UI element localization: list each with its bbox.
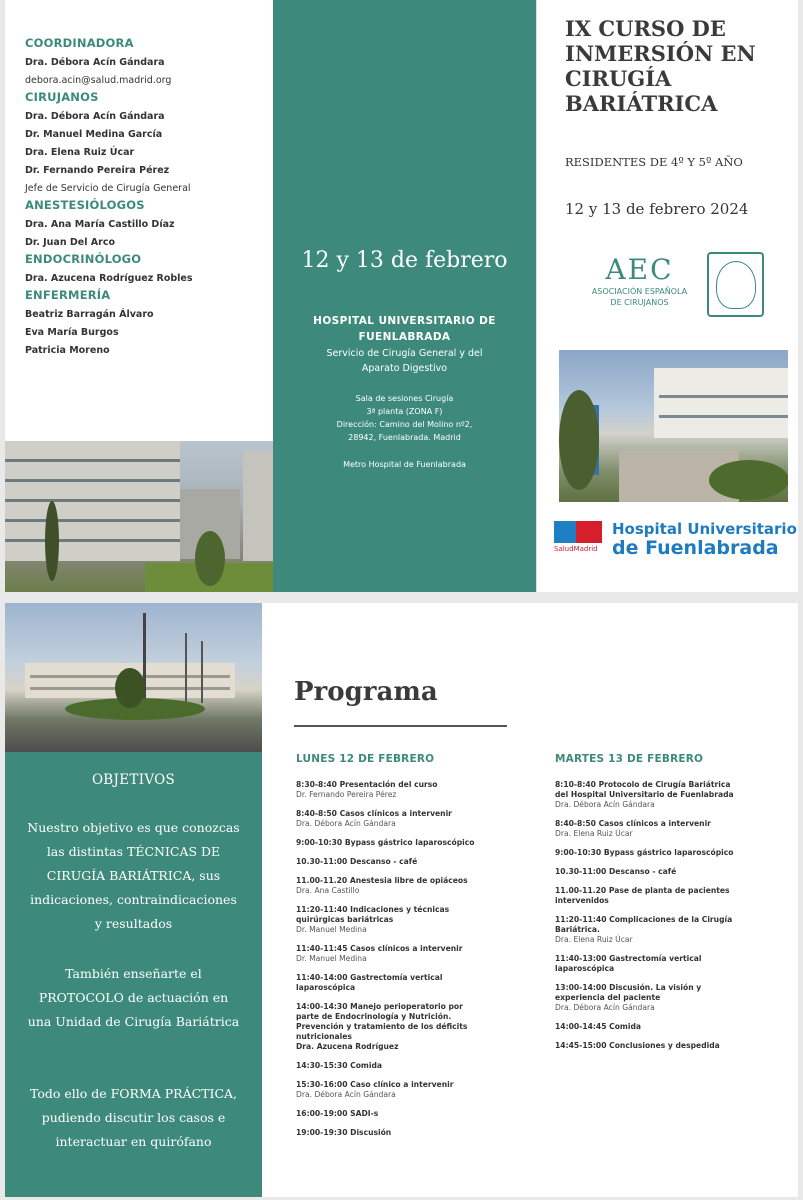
event-speaker: Dra. Elena Ruiz Úcar — [555, 935, 633, 944]
service-line: Aparato Digestivo — [361, 363, 448, 374]
course-title-line: IX CURSO DE — [565, 16, 726, 41]
metro-station: Metro Hospital de Fuenlabrada — [343, 460, 466, 469]
event-title: 11:40-14:00 Gastrectomía vertical — [296, 973, 443, 982]
program-event — [296, 1109, 524, 1119]
event-date: 12 y 13 de febrero — [301, 248, 508, 273]
program-event — [296, 944, 524, 964]
address-line: Dirección: Camino del Molino nº2, — [336, 420, 473, 429]
event-title: laparoscópica — [555, 964, 615, 973]
event-title: laparoscópica — [296, 983, 356, 992]
program-event — [555, 886, 783, 906]
staff-member: Beatriz Barragán Álvaro — [25, 309, 154, 320]
objectives-panel — [5, 752, 262, 1197]
program-event — [555, 954, 783, 974]
staff-member: Dra. Elena Ruiz Úcar — [25, 147, 135, 158]
event-title: parte de Endocrinología y Nutrición. — [296, 1012, 452, 1021]
staff-member: Eva María Burgos — [25, 327, 119, 338]
event-title: 8:40-8:50 Casos clínicos a intervenir — [555, 819, 711, 828]
service-name — [283, 346, 526, 376]
cover-panel — [536, 0, 798, 592]
event-title: 11.00-11.20 Anestesia libre de opiáceos — [296, 876, 468, 885]
event-title: quirúrgicas bariátricas — [296, 915, 394, 924]
event-title: 10.30-11:00 Descanso - café — [555, 867, 677, 876]
program-event — [296, 809, 524, 829]
event-title: nutricionales — [296, 1032, 352, 1041]
hospital-building-photo — [5, 441, 273, 592]
program-event — [555, 848, 783, 858]
day-title: MARTES 13 DE FEBRERO — [555, 753, 704, 765]
program-event — [296, 1002, 524, 1052]
event-title: 14:30-15:30 Comida — [296, 1061, 383, 1070]
course-title-line: BARIÁTRICA — [565, 91, 718, 116]
program-event — [555, 1041, 783, 1051]
event-title: 8:30-8:40 Presentación del curso — [296, 780, 438, 789]
day-title: LUNES 12 DE FEBRERO — [296, 753, 435, 765]
staff-member: Dr. Fernando Pereira Pérez — [25, 165, 170, 176]
residents-subtitle: RESIDENTES DE 4º Y 5º AÑO — [565, 155, 743, 169]
objectives-paragraph: También enseñarte el PROTOCOLO de actuación en una Unidad de Cirugía Bariátrica — [27, 966, 240, 1029]
event-title: 13:00-14:00 Discusión. La visión y — [555, 983, 702, 992]
program-event — [296, 1128, 524, 1138]
staff-section — [25, 198, 265, 252]
hospital-logo-line1: Hospital Universitario — [612, 520, 797, 538]
event-title: 11:40-11:45 Casos clínicos a intervenir — [296, 944, 463, 953]
event-title: Bariátrica. — [555, 925, 600, 934]
program-event — [296, 973, 524, 993]
event-speaker: Dr. Manuel Medina — [296, 925, 367, 934]
program-event — [555, 819, 783, 839]
staff-section-title: COORDINADORA — [25, 36, 134, 50]
program-event — [296, 857, 524, 867]
event-title: 14:00-14:30 Manejo perioperatorio por — [296, 1002, 463, 1011]
program-event — [555, 983, 783, 1013]
event-title: 11:20-11:40 Complicaciones de la Cirugía — [555, 915, 733, 924]
staff-section-title: ENDOCRINÓLOGO — [25, 252, 142, 266]
event-title: 15:30-16:00 Caso clínico a intervenir — [296, 1080, 454, 1089]
staff-section-title: CIRUJANOS — [25, 90, 99, 104]
staff-member: Dra. Azucena Rodríguez Robles — [25, 273, 193, 284]
cover-date: 12 y 13 de febrero 2024 — [565, 200, 749, 218]
staff-note: Jefe de Servicio de Cirugía General — [25, 183, 191, 194]
program-divider — [294, 725, 507, 727]
aec-text-line: DE CIRUJANOS — [610, 298, 669, 307]
program-event — [296, 876, 524, 896]
program-event — [296, 838, 524, 848]
venue-address — [283, 392, 526, 444]
staff-member: Dra. Débora Acín Gándara — [25, 111, 165, 122]
program-event — [555, 867, 783, 877]
course-title — [565, 16, 790, 116]
event-speaker: Dra. Débora Acín Gándara — [555, 1003, 655, 1012]
staff-section — [25, 90, 265, 198]
staff-section — [25, 36, 265, 90]
staff-member: Patricia Moreno — [25, 345, 110, 356]
staff-panel — [5, 0, 273, 592]
salud-madrid-text: SaludMadrid — [554, 545, 598, 553]
floor: 3ª planta (ZONA F) — [366, 407, 443, 416]
event-title: 11:20-11:40 Indicaciones y técnicas — [296, 905, 450, 914]
service-line: Servicio de Cirugía General y del — [326, 348, 483, 359]
program-event — [555, 780, 783, 810]
institution-seal-icon — [707, 252, 764, 317]
event-title: Prevención y tratamiento de los déficits — [296, 1022, 468, 1031]
aec-logo-text — [587, 286, 692, 308]
event-title: 10.30-11:00 Descanso - café — [296, 857, 418, 866]
event-speaker: Dra. Débora Acín Gándara — [296, 1090, 396, 1099]
event-title: experiencia del paciente — [555, 993, 661, 1002]
staff-section-title: ENFERMERÍA — [25, 288, 111, 302]
event-speaker: Dr. Manuel Medina — [296, 954, 367, 963]
event-title: 16:00-19:00 SADI-s — [296, 1109, 379, 1118]
course-title-line: INMERSIÓN EN — [565, 41, 756, 66]
event-title: 14:45-15:00 Conclusiones y despedida — [555, 1041, 720, 1050]
aec-logo — [587, 253, 692, 308]
staff-section — [25, 288, 265, 360]
objectives-paragraph: Todo ello de FORMA PRÁCTICA, pudiendo discutir los casos e interactuar en quirófano — [29, 1086, 238, 1149]
venue-panel — [273, 0, 536, 592]
program-event — [555, 915, 783, 945]
day-schedule — [296, 753, 524, 1147]
staff-section — [25, 252, 265, 288]
brochure-outside — [5, 0, 798, 592]
salud-madrid-logo-icon — [554, 521, 607, 554]
hospital-name-line: FUENLABRADA — [358, 331, 451, 343]
event-title: 9:00-10:30 Bypass gástrico laparoscópico — [555, 848, 734, 857]
hospital-aerial-photo — [5, 603, 262, 752]
objectives-paragraph: Nuestro objetivo es que conozcas las distintas TÉCNICAS DE CIRUGÍA BARIÁTRICA, sus indicaciones, contraindicaciones y resultados — [27, 820, 240, 931]
program-event — [296, 1061, 524, 1071]
event-speaker: Dra. Débora Acín Gándara — [555, 800, 655, 809]
brochure-inside — [5, 603, 798, 1197]
event-title: 9:00-10:30 Bypass gástrico laparoscópico — [296, 838, 475, 847]
staff-member: Dr. Juan Del Arco — [25, 237, 115, 248]
program-event — [296, 905, 524, 935]
event-speaker: Dra. Ana Castillo — [296, 886, 360, 895]
objectives-title: OBJETIVOS — [91, 772, 176, 788]
course-title-line: CIRUGÍA — [565, 66, 672, 91]
hospital-logo — [554, 518, 797, 559]
event-title: del Hospital Universitario de Fuenlabrada — [555, 790, 734, 799]
event-title: 11:40-13:00 Gastrectomía vertical — [555, 954, 702, 963]
staff-member: Dr. Manuel Medina García — [25, 129, 163, 140]
event-title: 8:40-8:50 Casos clínicos a intervenir — [296, 809, 452, 818]
program-event — [296, 1080, 524, 1100]
event-title: 14:00-14:45 Comida — [555, 1022, 642, 1031]
room: Sala de sesiones Cirugía — [355, 394, 454, 403]
staff-note: debora.acin@salud.madrid.org — [25, 75, 172, 86]
program-title: Programa — [294, 677, 438, 707]
hospital-entrance-photo — [559, 350, 788, 502]
program-event — [555, 1022, 783, 1032]
event-title: 19:00-19:30 Discusión — [296, 1128, 392, 1137]
staff-list — [25, 36, 265, 360]
staff-section-title: ANESTESIÓLOGOS — [25, 198, 145, 212]
program-event — [296, 780, 524, 800]
event-title: 11.00-11.20 Pase de planta de pacientes — [555, 886, 730, 895]
aec-logo-letters: AEC — [605, 253, 674, 286]
staff-member: Dra. Débora Acín Gándara — [25, 57, 165, 68]
address-line: 28942, Fuenlabrada. Madrid — [348, 433, 461, 442]
event-speaker: Dra. Azucena Rodríguez — [296, 1042, 399, 1051]
hospital-name-line: HOSPITAL UNIVERSITARIO DE — [313, 315, 496, 327]
hospital-name — [283, 313, 526, 345]
day-schedule — [555, 753, 783, 1060]
event-title: 8:10-8:40 Protocolo de Cirugía Bariátrica — [555, 780, 731, 789]
event-speaker: Dra. Elena Ruiz Úcar — [555, 829, 633, 838]
event-title: intervenidos — [555, 896, 609, 905]
aec-text-line: ASOCIACIÓN ESPAÑOLA — [591, 287, 688, 296]
staff-member: Dra. Ana María Castillo Díaz — [25, 219, 175, 230]
event-speaker: Dra. Débora Acín Gándara — [296, 819, 396, 828]
event-speaker: Dr. Fernando Pereira Pérez — [296, 790, 397, 799]
hospital-logo-line2: de Fuenlabrada — [612, 537, 779, 559]
